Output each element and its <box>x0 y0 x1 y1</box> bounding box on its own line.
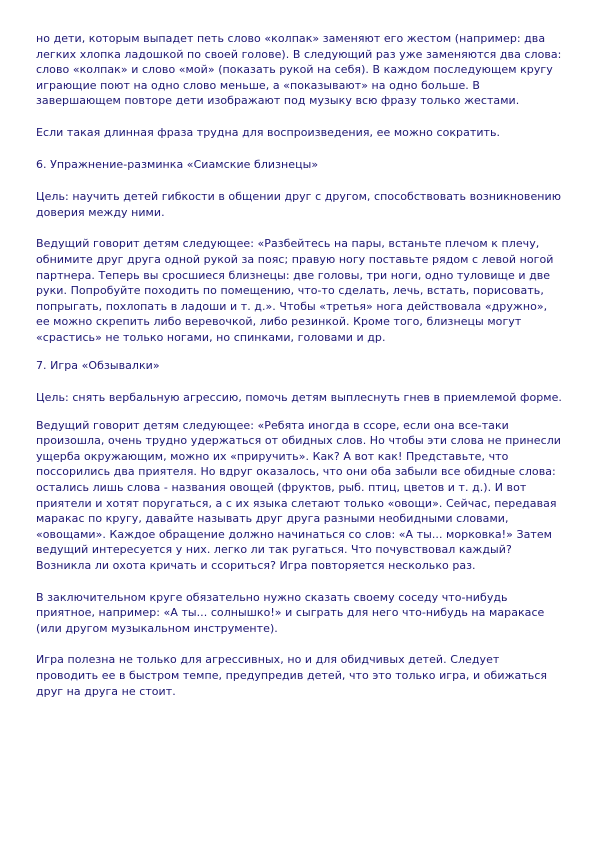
paragraph-game-instructions: Ведущий говорит детям следующее: «Ребята иногда в ссоре, если она все-таки произошла, очень трудно удержаться от обидных слов. Но чтобы эти слова не принесли ущерба окружающим, можно их «приручить». Как? А вот как! Представьте, что поссорились два приятеля. Но вдруг оказалось, что они оба забыли все обидные слова: остались лишь слова - названия овощей (фруктов, рыб. птиц, цветов и т. д.). И вот приятели и хотят поругаться, а с их языка слетают только «овощи». Сейчас, передавая маракас по кругу, давайте называть друг друга разными необидными словами, «овощами». Каждое обращение должно начинаться со слов: «А ты... морковка!» Затем ведущий интересуется у них. легко ли так ругаться. Что почувствовал каждый? Возникла ли охота кричать и ссориться? Игра повторяется несколько раз. <box>36 418 561 573</box>
section-heading-name-calling-game: 7. Игра «Обзывалки» <box>36 358 160 372</box>
paragraph-shorten-phrase: Если такая длинная фраза трудна для воспроизведения, ее можно сократить. <box>36 125 501 139</box>
paragraph-game-usefulness: Игра полезна не только для агрессивных, но и для обидчивых детей. Следует проводить ее в быстром темпе, предупредив детей, что это только игра, и обижаться друг на друга не стоит. <box>36 653 548 698</box>
document-page <box>36 31 564 715</box>
paragraph-twins-instructions: Ведущий говорит детям следующее: «Разбейтесь на пары, встаньте плечом к плечу, обнимите друг друга одной рукой за пояс; правую ногу поставьте рядом с левой ногой партнера. Теперь вы сросшиеся близнецы: две головы, три ноги, одно туловище и две руки. Попробуйте походить по помещению, что-то сделать, лечь, встать, порисовать, попрыгать, похлопать в ладоши и т. д.». Чтобы «третья» нога действовала «дружно», ее можно скрепить либо веревочкой, либо резинкой. Кроме того, близнецы могут «срастись» не только ногами, но спинками, головами и др. <box>36 237 554 344</box>
paragraph-goal-verbal-aggression: Цель: снять вербальную агрессию, помочь детям выплеснуть гнев в приемлемой форме. <box>36 391 562 405</box>
section-heading-siamese-twins: 6. Упражнение-разминка «Сиамские близнецы» <box>36 157 319 171</box>
paragraph-goal-flexibility: Цель: научить детей гибкости в общении друг с другом, способствовать возникновению доверия между ними. <box>36 190 562 219</box>
paragraph-kolpak-gestures: но дети, которым выпадет петь слово «колпак» заменяют его жестом (например: два легких хлопка ладошкой по своей голове). В следующий раз уже заменяются два слова: слово «колпак» и слово «мой» (показать рукой на себя). В каждом последующем кругу играющие поют на одно слово меньше, а «показывают» на одно больше. В завершающем повторе дети изображают под музыку всю фразу только жестами. <box>36 32 562 108</box>
paragraph-final-round: В заключительном круге обязательно нужно сказать своему соседу что-нибудь приятное, например: «А ты... солнышко!» и сыграть для него что-нибудь на маракасе (или другом музыкальном инструменте). <box>36 590 545 635</box>
